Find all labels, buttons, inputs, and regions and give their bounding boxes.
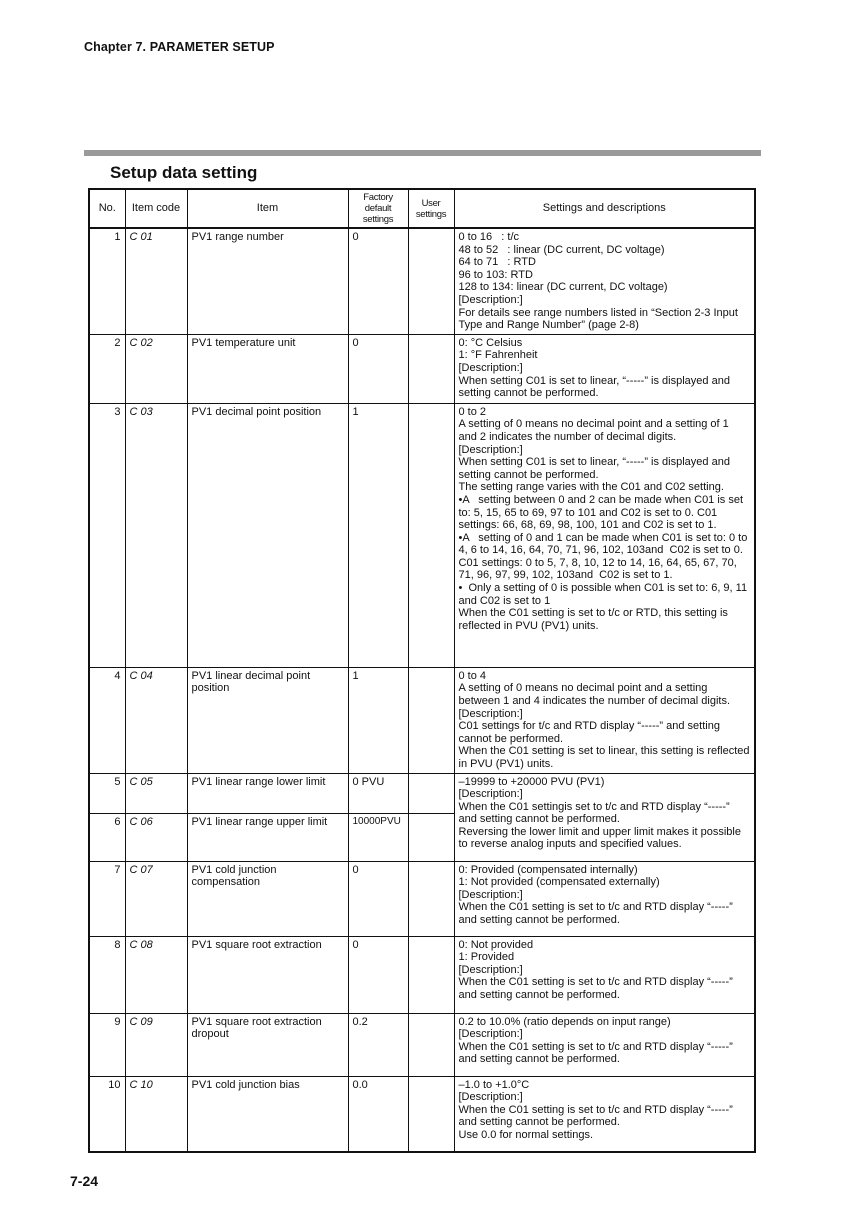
user-setting bbox=[408, 773, 454, 813]
table-row bbox=[89, 1013, 755, 1076]
description-line: 48 to 52 : linear (DC current, DC voltage) bbox=[458, 243, 665, 256]
description-line: [Description:] bbox=[458, 1028, 523, 1041]
user-setting bbox=[408, 667, 454, 773]
description-line: 0 to 2 bbox=[458, 405, 487, 418]
description-line: 0 to 4 bbox=[458, 669, 487, 682]
description-line: •A setting between 0 and 2 can be made when C01 is set to: 5, 15, 65 to 69, 97 to 101 and C02 is set to 0. C01 settings: 66, 68, 69, 98, 100, 101 and C02 is set to 1. bbox=[458, 493, 747, 532]
table-header-row bbox=[89, 189, 755, 228]
item-name: PV1 square root extraction dropout bbox=[187, 1013, 348, 1076]
description-line: [Description:] bbox=[458, 293, 523, 306]
description-line: [Description:] bbox=[458, 788, 523, 801]
item-name: PV1 cold junction bias bbox=[187, 1076, 348, 1152]
description-line: When the C01 setting is set to t/c and RTD display “-----” and setting cannot be performed. bbox=[458, 1103, 736, 1129]
row-no: 1 bbox=[89, 228, 125, 334]
description-line: A setting of 0 means no decimal point and a setting of 1 and 2 indicates the number of decimal digits. bbox=[458, 418, 732, 443]
item-code: C 06 bbox=[125, 813, 187, 861]
table-row bbox=[89, 403, 755, 667]
item-code: C 03 bbox=[125, 403, 187, 667]
item-code: C 08 bbox=[125, 936, 187, 1013]
description-line: 96 to 103: RTD bbox=[458, 268, 533, 281]
factory-default: 0.0 bbox=[348, 1076, 408, 1152]
item-code: C 07 bbox=[125, 861, 187, 936]
description-line: When the C01 setting is set to t/c and RTD display “-----” and setting cannot be performed. bbox=[458, 901, 736, 926]
description-line: [Description:] bbox=[458, 888, 523, 901]
settings-description bbox=[454, 228, 755, 334]
settings-description bbox=[454, 861, 755, 936]
page-number: 7-24 bbox=[70, 1173, 99, 1189]
user-setting bbox=[408, 1013, 454, 1076]
item-name: PV1 decimal point position bbox=[187, 403, 348, 667]
chapter-heading: Chapter 7. PARAMETER SETUP bbox=[84, 40, 275, 54]
table-row bbox=[89, 334, 755, 403]
description-line: 1: Not provided (compensated externally) bbox=[458, 876, 660, 889]
description-line: [Description:] bbox=[458, 443, 523, 456]
header-settings-descriptions: Settings and descriptions bbox=[454, 189, 755, 228]
user-setting bbox=[408, 228, 454, 334]
description-line: When setting C01 is set to linear, “-----” is displayed and setting cannot be performed. bbox=[458, 456, 734, 481]
item-name: PV1 linear range lower limit bbox=[187, 773, 348, 813]
row-no: 4 bbox=[89, 667, 125, 773]
user-setting bbox=[408, 334, 454, 403]
factory-default: 0 bbox=[348, 334, 408, 403]
factory-default: 10000PVU bbox=[348, 813, 408, 861]
description-line: –1.0 to +1.0°C bbox=[458, 1078, 530, 1091]
description-line: [Description:] bbox=[458, 963, 523, 976]
description-line: 128 to 134: linear (DC current, DC voltage) bbox=[458, 281, 668, 294]
row-no: 7 bbox=[89, 861, 125, 936]
row-no: 10 bbox=[89, 1076, 125, 1152]
table-row bbox=[89, 773, 755, 813]
description-line: When the C01 settingis set to t/c and RTD display “-----” and setting cannot be performed. bbox=[458, 800, 733, 826]
table-row bbox=[89, 936, 755, 1013]
header-factory-default: Factory default settings bbox=[348, 189, 408, 228]
user-setting bbox=[408, 1076, 454, 1152]
item-name: PV1 linear decimal point position bbox=[187, 667, 348, 773]
description-line: –19999 to +20000 PVU (PV1) bbox=[458, 775, 605, 788]
row-no: 3 bbox=[89, 403, 125, 667]
row-no: 8 bbox=[89, 936, 125, 1013]
header-user-settings: User settings bbox=[408, 189, 454, 228]
settings-description bbox=[454, 667, 755, 773]
item-name: PV1 cold junction compensation bbox=[187, 861, 348, 936]
item-name: PV1 linear range upper limit bbox=[187, 813, 348, 861]
description-line: When the C01 setting is set to t/c or RTD, this setting is reflected in PVU (PV1) units. bbox=[458, 607, 731, 632]
description-line: Use 0.0 for normal settings. bbox=[458, 1128, 594, 1141]
item-name: PV1 temperature unit bbox=[187, 334, 348, 403]
settings-description bbox=[454, 773, 755, 861]
description-line: 0: Not provided bbox=[458, 938, 534, 951]
user-setting bbox=[408, 403, 454, 667]
description-line: [Description:] bbox=[458, 707, 523, 720]
description-line: 1: Provided bbox=[458, 951, 515, 964]
user-setting bbox=[408, 936, 454, 1013]
user-setting bbox=[408, 861, 454, 936]
description-line: 1: °F Fahrenheit bbox=[458, 349, 538, 362]
item-name: PV1 range number bbox=[187, 228, 348, 334]
item-code: C 05 bbox=[125, 773, 187, 813]
description-line: When the C01 setting is set to t/c and RTD display “-----” and setting cannot be performed. bbox=[458, 1040, 736, 1066]
settings-description bbox=[454, 1013, 755, 1076]
row-no: 2 bbox=[89, 334, 125, 403]
setup-data-table bbox=[88, 188, 756, 1153]
table-row bbox=[89, 1076, 755, 1152]
section-title: Setup data setting bbox=[110, 163, 258, 182]
settings-description bbox=[454, 334, 755, 403]
row-no: 9 bbox=[89, 1013, 125, 1076]
table-row bbox=[89, 861, 755, 936]
row-no: 5 bbox=[89, 773, 125, 813]
factory-default: 0 PVU bbox=[348, 773, 408, 813]
description-line: 64 to 71 : RTD bbox=[458, 256, 536, 269]
description-line: For details see range numbers listed in “Section 2-3 Input Type and Range Number” (page 2-8) bbox=[458, 306, 741, 332]
description-line: Reversing the lower limit and upper limit makes it possible to reverse analog inputs and specified values. bbox=[458, 825, 745, 851]
header-item-code: Item code bbox=[125, 189, 187, 228]
factory-default: 0 bbox=[348, 861, 408, 936]
header-no: No. bbox=[89, 189, 125, 228]
description-line: 0: °C Celsius bbox=[458, 336, 523, 349]
description-line: The setting range varies with the C01 and C02 setting. bbox=[458, 481, 724, 494]
settings-description bbox=[454, 1076, 755, 1152]
item-name: PV1 square root extraction bbox=[187, 936, 348, 1013]
description-line: C01 settings for t/c and RTD display “-----” and setting cannot be performed. bbox=[458, 720, 724, 745]
description-line: [Description:] bbox=[458, 361, 523, 374]
item-code: C 02 bbox=[125, 334, 187, 403]
factory-default: 0.2 bbox=[348, 1013, 408, 1076]
settings-description bbox=[454, 936, 755, 1013]
factory-default: 1 bbox=[348, 403, 408, 667]
description-line: When the C01 setting is set to t/c and RTD display “-----” and setting cannot be performed. bbox=[458, 976, 736, 1001]
item-code: C 01 bbox=[125, 228, 187, 334]
factory-default: 1 bbox=[348, 667, 408, 773]
item-code: C 04 bbox=[125, 667, 187, 773]
table-row bbox=[89, 228, 755, 334]
description-line: •A setting of 0 and 1 can be made when C01 is set to: 0 to 4, 6 to 14, 16, 64, 70, 71, 96, 102, 103and C02 is set to 0. C01 settings: 0 to 5, 7, 8, 10, 12 to 14, 16, 64, 65, 67, 70, 71, 96, 97, 99, 102, 103and C02 is set to 1. bbox=[458, 531, 751, 582]
description-line: A setting of 0 means no decimal point and a setting between 1 and 4 indicates the number of decimal digits. bbox=[458, 682, 730, 707]
factory-default: 0 bbox=[348, 936, 408, 1013]
description-line: When setting C01 is set to linear, “-----” is displayed and setting cannot be performed. bbox=[458, 374, 734, 400]
user-setting bbox=[408, 813, 454, 861]
description-line: 0.2 to 10.0% (ratio depends on input range) bbox=[458, 1015, 671, 1028]
description-line: 0: Provided (compensated internally) bbox=[458, 863, 638, 876]
description-line: [Description:] bbox=[458, 1091, 523, 1104]
row-no: 6 bbox=[89, 813, 125, 861]
description-line: • Only a setting of 0 is possible when C01 is set to: 6, 9, 11 and C02 is set to 1 bbox=[458, 582, 751, 607]
factory-default: 0 bbox=[348, 228, 408, 334]
settings-description bbox=[454, 403, 755, 667]
description-line: 0 to 16 : t/c bbox=[458, 231, 520, 243]
item-code: C 09 bbox=[125, 1013, 187, 1076]
description-line: When the C01 setting is set to linear, this setting is reflected in PVU (PV1) units. bbox=[458, 745, 753, 770]
header-item: Item bbox=[187, 189, 348, 228]
item-code: C 10 bbox=[125, 1076, 187, 1152]
section-divider bbox=[84, 150, 761, 156]
table-row bbox=[89, 667, 755, 773]
